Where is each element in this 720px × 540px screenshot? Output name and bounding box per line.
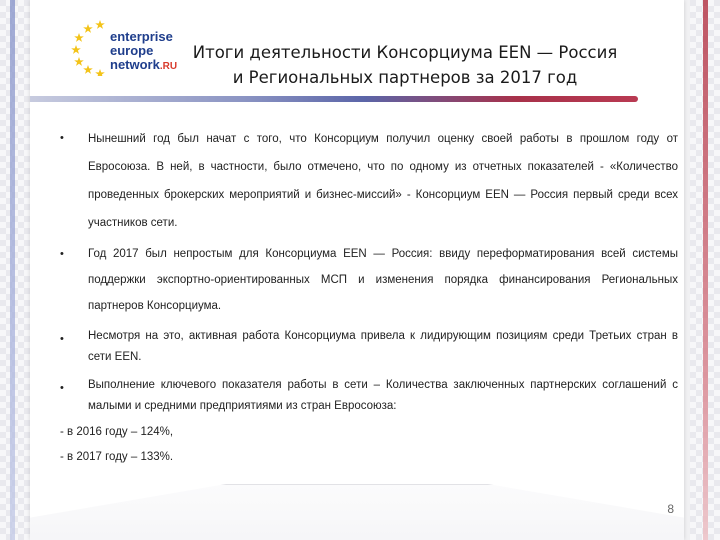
slide-title [180, 40, 630, 90]
bullet-marker: • [60, 333, 64, 345]
left-decor-panel [0, 0, 30, 540]
bullet-text: Несмотря на это, активная работа Консорциума привела к лидирующим позициям среди Третьих стран в сети EEN. [88, 330, 678, 363]
bullet-marker: • [60, 382, 64, 394]
bullet-text: Выполнение ключевого показателя работы в сети – Количества заключенных партнерских соглашений с малыми и средними предприятиями из стран Евросоюза: [88, 379, 678, 412]
sub-item-2017: - в 2017 году – 133%. [60, 451, 174, 463]
logo-wordmark [110, 30, 177, 74]
bullet-text: Нынешний год был начат с того, что Консорциум получил оценку своей работы в прошлом году от Евросоюза. В ней, в частности, было отмечено, что по одному из отчетных показателей - «Количество проведенных брокерских мероприятий и бизнес-миссий» - Консорциум EEN — Россия первый среди всех участников сети. [88, 133, 678, 229]
logo-line-2: europe [110, 43, 154, 58]
page-number: 8 [667, 502, 674, 516]
eu-stars-icon [70, 16, 110, 76]
sub-item-2016: - в 2016 году – 124%, [60, 426, 174, 438]
list-item [60, 241, 680, 319]
title-line-2: и Региональных партнеров за 2017 год [232, 68, 578, 87]
header-divider [30, 96, 638, 102]
list-item [60, 326, 680, 368]
list-item [60, 375, 680, 417]
logo-line-1: enterprise [110, 29, 173, 44]
logo-line-3: network.RU [110, 57, 178, 72]
bottom-decor [30, 484, 684, 540]
bullet-marker: • [60, 132, 64, 144]
left-accent-stripe [10, 0, 15, 540]
right-accent-stripe [703, 0, 708, 540]
list-item [60, 125, 680, 237]
bullet-text: Год 2017 был непростым для Консорциума EEN — Россия: ввиду переформатирования всей системы поддержки экспортно-ориентированных МСП и изменения порядка финансирования Региональных партнеров Консорциума. [88, 248, 678, 312]
logo-suffix: .RU [159, 61, 178, 72]
slide-body [60, 125, 680, 470]
slide [30, 0, 684, 540]
title-line-1: Итоги деятельности Консорциума EEN — Россия [192, 43, 618, 62]
bullet-marker: • [60, 248, 64, 260]
